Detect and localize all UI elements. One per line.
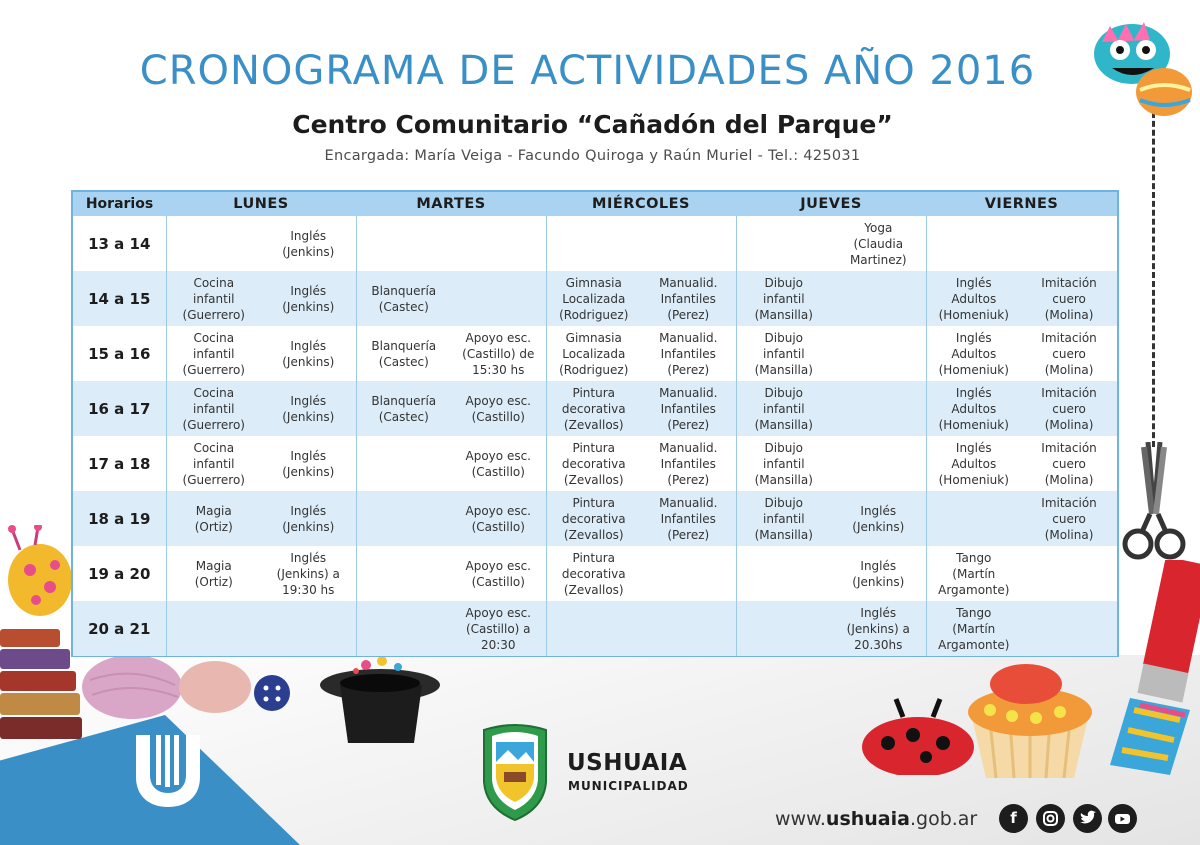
activity-text: Inglés (Jenkins): [282, 393, 335, 424]
activity-text: Inglés (Jenkins): [852, 503, 905, 534]
schedule-body: [73, 216, 1117, 656]
activity-cell: [166, 491, 261, 546]
activity-text: Pintura decorativa (Zevallos): [561, 385, 626, 432]
activity-cell: [736, 436, 831, 491]
center-name: Centro Comunitario “Cañadón del Parque”: [292, 110, 893, 139]
activity-cell: [166, 216, 261, 271]
schedule-row: [73, 271, 1117, 326]
ushuaia-shield-logo-icon: [478, 722, 552, 822]
activity-cell: [546, 436, 641, 491]
magic-hat-icon: [318, 655, 443, 745]
hour-cell: 15 a 16: [73, 326, 166, 381]
activity-cell: [261, 271, 356, 326]
activity-cell: [356, 271, 451, 326]
activity-cell: [451, 601, 546, 656]
activity-text: Dibujo infantil (Mansilla): [754, 275, 813, 322]
activity-cell: [641, 491, 736, 546]
activity-cell: [1021, 546, 1117, 601]
activity-cell: [736, 491, 831, 546]
activity-text: Cocina infantil (Guerrero): [182, 275, 245, 322]
activity-text: Apoyo esc. (Castillo): [465, 448, 531, 479]
activity-text: Inglés (Jenkins): [282, 503, 335, 534]
activity-cell: [1021, 491, 1117, 546]
activity-text: Manualid. Infantiles (Perez): [659, 385, 718, 432]
activity-cell: [831, 216, 926, 271]
activity-cell: [736, 546, 831, 601]
activity-cell: [356, 436, 451, 491]
activity-text: Inglés (Jenkins) a 19:30 hs: [276, 550, 340, 597]
municipality-name: USHUAIA: [567, 750, 688, 776]
activity-cell: [641, 601, 736, 656]
activity-cell: [451, 436, 546, 491]
activity-text: Blanquería (Castec): [371, 283, 437, 314]
schedule-row: [73, 326, 1117, 381]
activity-cell: [166, 601, 261, 656]
schedule-row: [73, 381, 1117, 436]
facebook-icon[interactable]: f: [999, 804, 1028, 833]
cupcake-icon: [960, 660, 1100, 780]
scissors-icon: [1122, 442, 1186, 567]
activity-cell: [356, 601, 451, 656]
activity-text: Blanquería (Castec): [371, 393, 437, 424]
schedule-row: [73, 546, 1117, 601]
activity-cell: [356, 491, 451, 546]
activity-cell: [1021, 326, 1117, 381]
activity-text: Pintura decorativa (Zevallos): [561, 440, 626, 487]
website-link[interactable]: [775, 808, 977, 830]
activity-text: Pintura decorativa (Zevallos): [561, 550, 626, 597]
bug-toy-icon: [0, 525, 75, 620]
activity-cell: [451, 271, 546, 326]
activity-text: Inglés (Jenkins): [282, 228, 335, 259]
activity-cell: [926, 546, 1021, 601]
activity-cell: [831, 546, 926, 601]
activity-cell: [736, 601, 831, 656]
activity-text: Inglés Adultos (Homeniuk): [938, 440, 1009, 487]
paintbrush-icon: [1110, 560, 1200, 780]
activity-cell: [356, 216, 451, 271]
activity-cell: [736, 381, 831, 436]
activity-text: Imitación cuero (Molina): [1041, 440, 1097, 487]
activity-text: Imitación cuero (Molina): [1041, 330, 1097, 377]
activity-text: Dibujo infantil (Mansilla): [754, 495, 813, 542]
header-horarios: Horarios: [73, 192, 166, 216]
activity-cell: [1021, 436, 1117, 491]
activity-cell: [546, 601, 641, 656]
municipality-subtitle: MUNICIPALIDAD: [568, 779, 689, 793]
header-jueves: JUEVES: [736, 192, 926, 216]
activity-text: Inglés (Jenkins) a 20.30hs: [846, 605, 910, 652]
activity-text: Gimnasia Localizada (Rodriguez): [559, 330, 629, 377]
activity-cell: [261, 436, 356, 491]
activity-cell: [926, 436, 1021, 491]
activity-text: Apoyo esc. (Castillo): [465, 558, 531, 589]
page-title: CRONOGRAMA DE ACTIVIDADES AÑO 2016: [139, 48, 1036, 94]
activity-text: Cocina infantil (Guerrero): [182, 330, 245, 377]
activity-text: Dibujo infantil (Mansilla): [754, 440, 813, 487]
activity-cell: [261, 491, 356, 546]
activity-text: Inglés Adultos (Homeniuk): [938, 385, 1009, 432]
activity-text: Yoga (Claudia Martinez): [849, 220, 907, 267]
activity-cell: [831, 436, 926, 491]
activity-text: Dibujo infantil (Mansilla): [754, 385, 813, 432]
hour-cell: 14 a 15: [73, 271, 166, 326]
activity-cell: [166, 546, 261, 601]
activity-cell: [926, 381, 1021, 436]
activity-cell: [546, 271, 641, 326]
activity-cell: [166, 381, 261, 436]
schedule-table: [71, 190, 1119, 657]
activity-cell: [546, 491, 641, 546]
activity-cell: [831, 491, 926, 546]
activity-cell: [1021, 271, 1117, 326]
activity-text: Apoyo esc. (Castillo): [465, 503, 531, 534]
instagram-icon[interactable]: [1036, 804, 1065, 833]
activity-text: Tango (Martín Argamonte): [938, 550, 1010, 597]
activity-text: Imitación cuero (Molina): [1041, 495, 1097, 542]
activity-cell: [736, 216, 831, 271]
activity-cell: [641, 381, 736, 436]
activity-text: Imitación cuero (Molina): [1041, 275, 1097, 322]
activity-cell: [926, 271, 1021, 326]
activity-text: Gimnasia Localizada (Rodriguez): [559, 275, 629, 322]
activity-cell: [451, 381, 546, 436]
activity-text: Tango (Martín Argamonte): [938, 605, 1010, 652]
header-martes: MARTES: [356, 192, 546, 216]
activity-text: Inglés (Jenkins): [282, 448, 335, 479]
activity-cell: [451, 326, 546, 381]
activity-cell: [356, 381, 451, 436]
activity-text: Manualid. Infantiles (Perez): [659, 275, 718, 322]
header-lunes: LUNES: [166, 192, 356, 216]
activity-cell: [451, 216, 546, 271]
activity-text: Apoyo esc. (Castillo) de 15:30 hs: [462, 330, 535, 377]
dashed-cut-line: [1152, 112, 1155, 447]
hour-cell: 17 a 18: [73, 436, 166, 491]
activity-text: Inglés Adultos (Homeniuk): [938, 275, 1009, 322]
activity-cell: [356, 326, 451, 381]
activity-cell: [261, 601, 356, 656]
activity-cell: [546, 326, 641, 381]
header-miercoles: MIÉRCOLES: [546, 192, 736, 216]
activity-cell: [451, 491, 546, 546]
schedule-row: [73, 216, 1117, 271]
activity-text: Dibujo infantil (Mansilla): [754, 330, 813, 377]
activity-cell: [546, 546, 641, 601]
activity-cell: [546, 381, 641, 436]
monster-toy-icon: [1090, 12, 1195, 120]
activity-text: Inglés (Jenkins): [282, 338, 335, 369]
activity-cell: [261, 326, 356, 381]
hour-cell: 13 a 14: [73, 216, 166, 271]
activity-cell: [166, 436, 261, 491]
hour-cell: 20 a 21: [73, 601, 166, 656]
activity-text: Pintura decorativa (Zevallos): [561, 495, 626, 542]
activity-cell: [166, 271, 261, 326]
activity-cell: [926, 216, 1021, 271]
activity-text: Magia (Ortiz): [194, 503, 233, 534]
activity-cell: [641, 326, 736, 381]
activity-cell: [1021, 381, 1117, 436]
activity-cell: [831, 601, 926, 656]
activity-cell: [641, 546, 736, 601]
activity-cell: [356, 546, 451, 601]
activity-cell: [736, 271, 831, 326]
activity-cell: [166, 326, 261, 381]
activity-cell: [831, 271, 926, 326]
contact-info: Encargada: María Veiga - Facundo Quiroga y Raún Muriel - Tel.: 425031: [324, 148, 861, 164]
activity-cell: [926, 491, 1021, 546]
activity-text: Manualid. Infantiles (Perez): [659, 495, 718, 542]
activity-cell: [736, 326, 831, 381]
activity-cell: [641, 216, 736, 271]
activity-cell: [1021, 216, 1117, 271]
activity-cell: [831, 381, 926, 436]
activity-text: Inglés Adultos (Homeniuk): [938, 330, 1009, 377]
activity-text: Manualid. Infantiles (Perez): [659, 440, 718, 487]
hour-cell: 19 a 20: [73, 546, 166, 601]
activity-text: Magia (Ortiz): [194, 558, 233, 589]
schedule-row: [73, 436, 1117, 491]
activity-text: Blanquería (Castec): [371, 338, 437, 369]
activity-cell: [641, 436, 736, 491]
activity-text: Apoyo esc. (Castillo) a 20:30: [465, 605, 531, 652]
activity-cell: [926, 326, 1021, 381]
hour-cell: 18 a 19: [73, 491, 166, 546]
activity-text: Inglés (Jenkins): [282, 283, 335, 314]
activity-cell: [831, 326, 926, 381]
activity-cell: [261, 381, 356, 436]
schedule-header-row: [73, 192, 1117, 216]
activity-cell: [261, 216, 356, 271]
activity-cell: [641, 271, 736, 326]
activity-cell: [926, 601, 1021, 656]
youtube-icon[interactable]: [1108, 804, 1137, 833]
activity-text: Cocina infantil (Guerrero): [182, 440, 245, 487]
activity-text: Cocina infantil (Guerrero): [182, 385, 245, 432]
hour-cell: 16 a 17: [73, 381, 166, 436]
activity-cell: [451, 546, 546, 601]
website-domain: ushuaia: [825, 808, 910, 830]
activity-text: Inglés (Jenkins): [852, 558, 905, 589]
schedule-row: [73, 491, 1117, 546]
activity-text: Apoyo esc. (Castillo): [465, 393, 531, 424]
activity-cell: [546, 216, 641, 271]
website-prefix: www.: [775, 808, 826, 830]
website-suffix: .gob.ar: [909, 808, 978, 830]
header-viernes: VIERNES: [926, 192, 1117, 216]
activity-cell: [261, 546, 356, 601]
activity-text: Manualid. Infantiles (Perez): [659, 330, 718, 377]
schedule-row: [73, 601, 1117, 656]
twitter-icon[interactable]: [1073, 804, 1102, 833]
activity-cell: [1021, 601, 1117, 656]
activity-text: Imitación cuero (Molina): [1041, 385, 1097, 432]
